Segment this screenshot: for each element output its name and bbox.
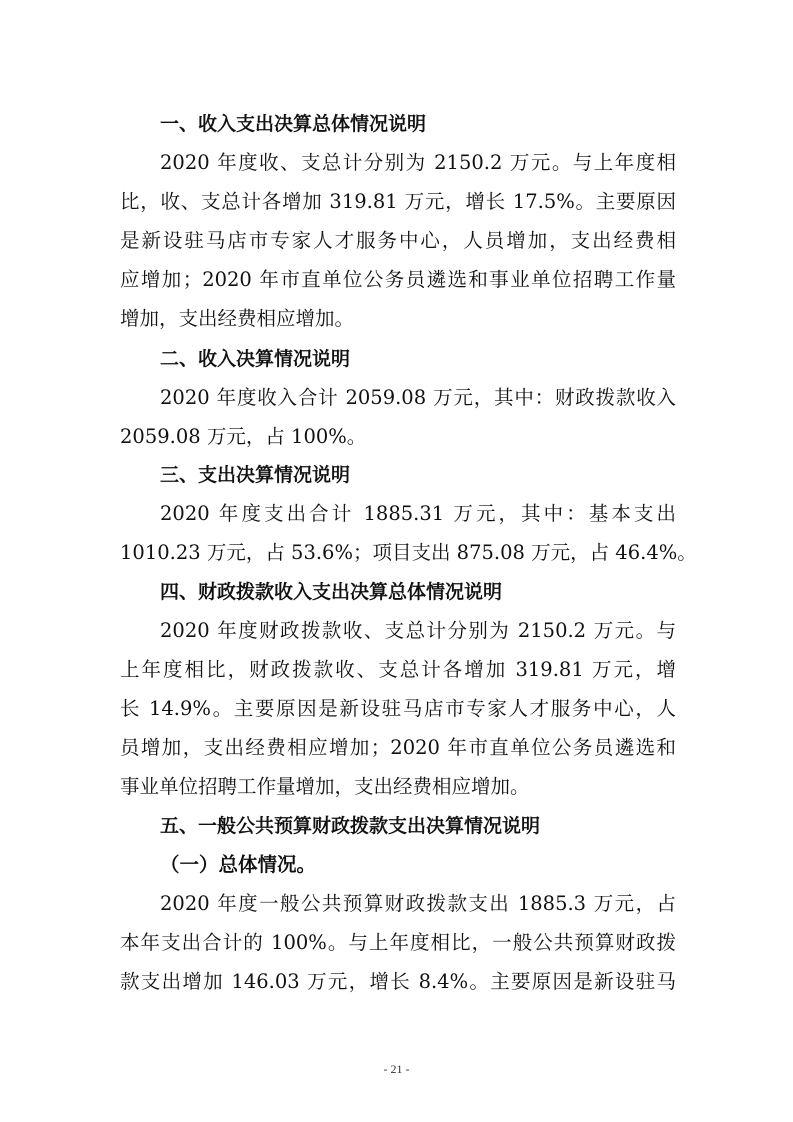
paragraph-line: 应增加；2020 年市直单位公务员遴选和事业单位招聘工作量 xyxy=(120,268,676,291)
paragraph-line: 1010.23 万元，占 53.6%；项目支出 875.08 万元，占 46.4%。 xyxy=(120,541,697,564)
paragraph-line: 事业单位招聘工作量增加，支出经费相应增加。 xyxy=(120,775,530,798)
paragraph-line: 2020 年度收入合计 2059.08 万元，其中：财政拨款收入 xyxy=(160,386,676,409)
paragraph-line: 2020 年度支出合计 1885.31 万元，其中：基本支出 xyxy=(160,502,676,525)
section-heading-1: 一、收入支出决算总体情况说明 xyxy=(160,113,427,135)
section-heading-4: 四、财政拨款收入支出决算总体情况说明 xyxy=(160,581,503,603)
paragraph-line: 比，收、支总计各增加 319.81 万元，增长 17.5%。主要原因 xyxy=(120,190,676,213)
paragraph-line: 员增加，支出经费相应增加；2020 年市直单位公务员遴选和 xyxy=(120,736,676,759)
paragraph-line: 是新设驻马店市专家人才服务中心，人员增加，支出经费相 xyxy=(120,229,676,252)
subsection-heading: （一）总体情况。 xyxy=(160,853,317,876)
paragraph-line: 2020 年度收、支总计分别为 2150.2 万元。与上年度相 xyxy=(160,151,676,174)
section-heading-2: 二、收入决算情况说明 xyxy=(160,348,351,370)
paragraph-line: 2059.08 万元，占 100%。 xyxy=(120,425,367,448)
section-heading-5: 五、一般公共预算财政拨款支出决算情况说明 xyxy=(160,815,541,837)
paragraph-line: 增加，支出经费相应增加。 xyxy=(120,307,355,330)
page-number: - 21 - xyxy=(383,1062,410,1076)
section-heading-3: 三、支出决算情况说明 xyxy=(160,464,351,486)
paragraph-line: 款支出增加 146.03 万元，增长 8.4%。主要原因是新设驻马 xyxy=(120,970,676,993)
paragraph-line: 上年度相比，财政拨款收、支总计各增加 319.81 万元，增 xyxy=(120,658,676,681)
paragraph-line: 长 14.9%。主要原因是新设驻马店市专家人才服务中心，人 xyxy=(120,697,676,720)
paragraph-line: 2020 年度财政拨款收、支总计分别为 2150.2 万元。与 xyxy=(160,619,676,642)
paragraph-line: 2020 年度一般公共预算财政拨款支出 1885.3 万元，占 xyxy=(160,892,676,915)
paragraph-line: 本年支出合计的 100%。与上年度相比，一般公共预算财政拨 xyxy=(120,931,676,954)
